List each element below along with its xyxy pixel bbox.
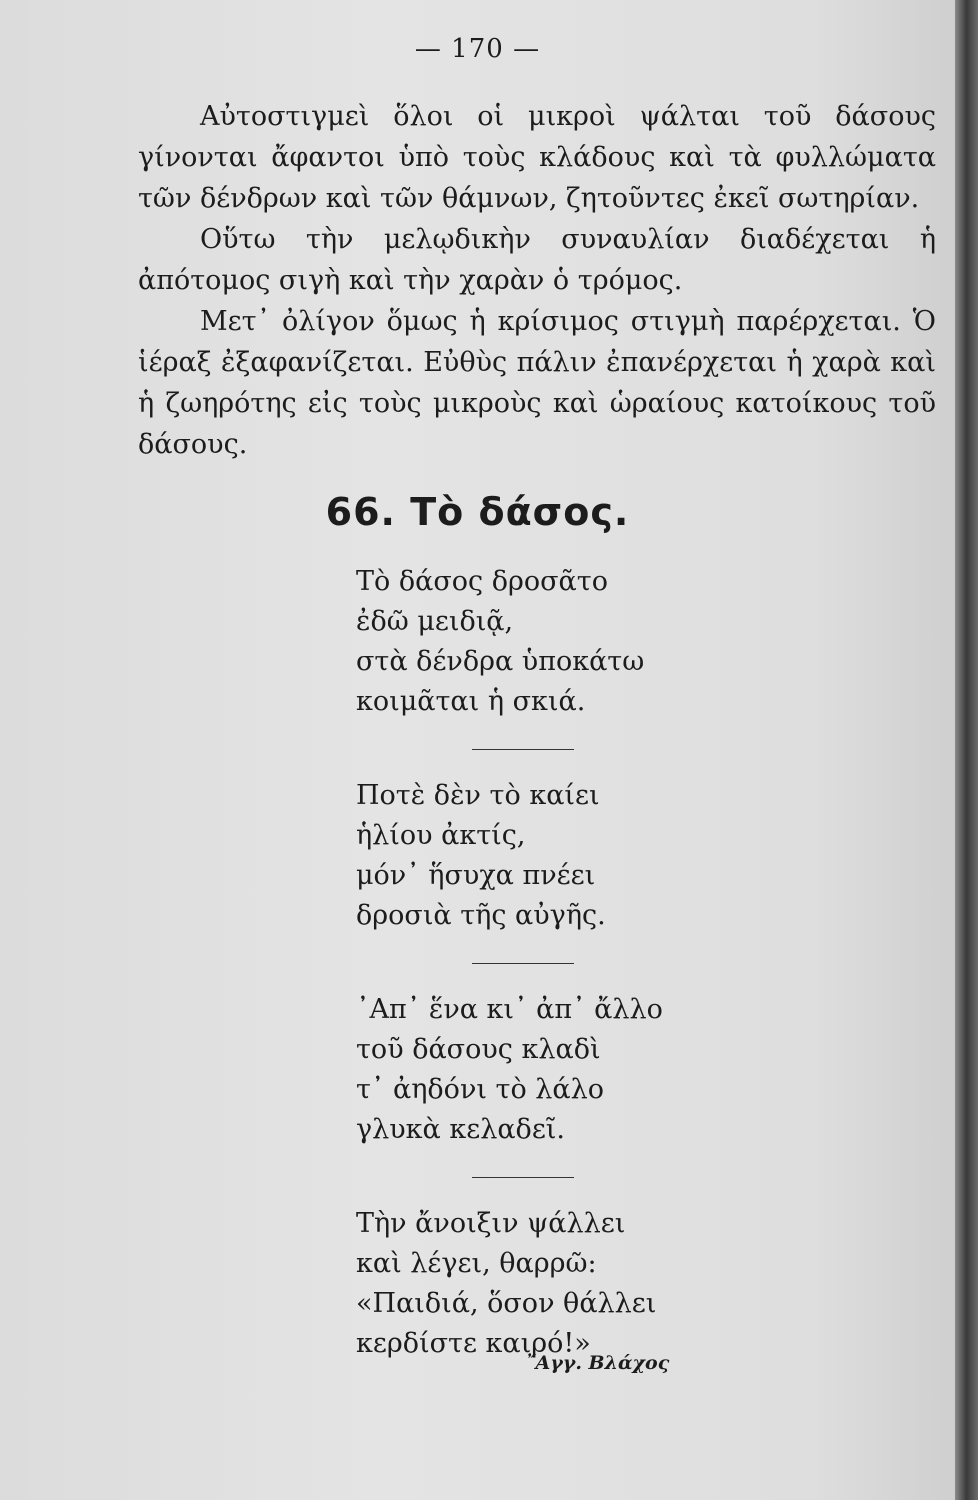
stanza [356,776,663,936]
stanza [356,1204,663,1364]
poem-line: κοιμᾶται ἡ σκιά. [356,686,586,717]
prose-section [138,96,936,465]
page-number: — 170 — [414,34,541,64]
poem [356,562,663,1364]
poem-line: δροσιὰ τῆς αὐγῆς. [356,900,606,931]
page-edge-shadow [955,0,978,1500]
paragraph: Αὐτοστιγμεὶ ὅλοι οἱ μικροὶ ψάλται τοῦ δάσους γίνονται ἄφαντοι ὑπὸ τοὺς κλάδους καὶ τὰ φυλλώματα τῶν δένδρων καὶ τῶν θάμνων, ζητοῦντες ἐκεῖ σωτηρίαν. [138,101,936,214]
poem-line: τ᾽ ἀηδόνι τὸ λάλο [356,1074,605,1105]
poem-line: ἡλίου ἀκτίς, [356,820,526,851]
stanza-divider [472,1177,574,1178]
section-heading: 66. Τὸ δάσος. [325,490,630,534]
poem-line: Τὴν ἄνοιξιν ψάλλει [356,1208,626,1239]
poem-line: τοῦ δάσους κλαδὶ [356,1034,601,1065]
poem-line: ᾽Απ᾽ ἕνα κι᾽ ἀπ᾽ ἄλλο [356,994,663,1025]
poem-line: καὶ λέγει, θαρρῶ: [356,1248,597,1279]
poem-line: κερδίστε καιρό!» [356,1328,591,1359]
poem-line: μόν᾽ ἥσυχα πνέει [356,860,596,891]
poem-line: Ποτὲ δὲν τὸ καίει [356,780,600,811]
stanza [356,990,663,1150]
poem-line: Τὸ δάσος δροσᾶτο [356,566,608,597]
stanza-divider [472,749,574,750]
paragraph: Μετ᾽ ὀλίγον ὅμως ἡ κρίσιμος στιγμὴ παρέρχεται. Ὁ ἱέραξ ἐξαφανίζεται. Εὐθὺς πάλιν ἐπανέρχεται ἡ χαρὰ καὶ ἡ ζωηρότης εἰς τοὺς μικροὺς καὶ ὡραίους κατοίκους τοῦ δάσους. [138,306,936,460]
stanza [356,562,663,722]
paragraph: Οὕτω τὴν μελῳδικὴν συναυλίαν διαδέχεται ἡ ἀπότομος σιγὴ καὶ τὴν χαρὰν ὁ τρόμος. [138,224,936,296]
poem-line: «Παιδιά, ὅσον θάλλει [356,1288,657,1319]
poem-line: γλυκὰ κελαδεῖ. [356,1114,565,1145]
poem-line: στὰ δένδρα ὑποκάτω [356,646,645,677]
stanza-divider [472,963,574,964]
poem-line: ἐδῶ μειδιᾷ, [356,606,514,637]
poem-author: ῎Αγγ. Βλάχος [526,1352,670,1374]
